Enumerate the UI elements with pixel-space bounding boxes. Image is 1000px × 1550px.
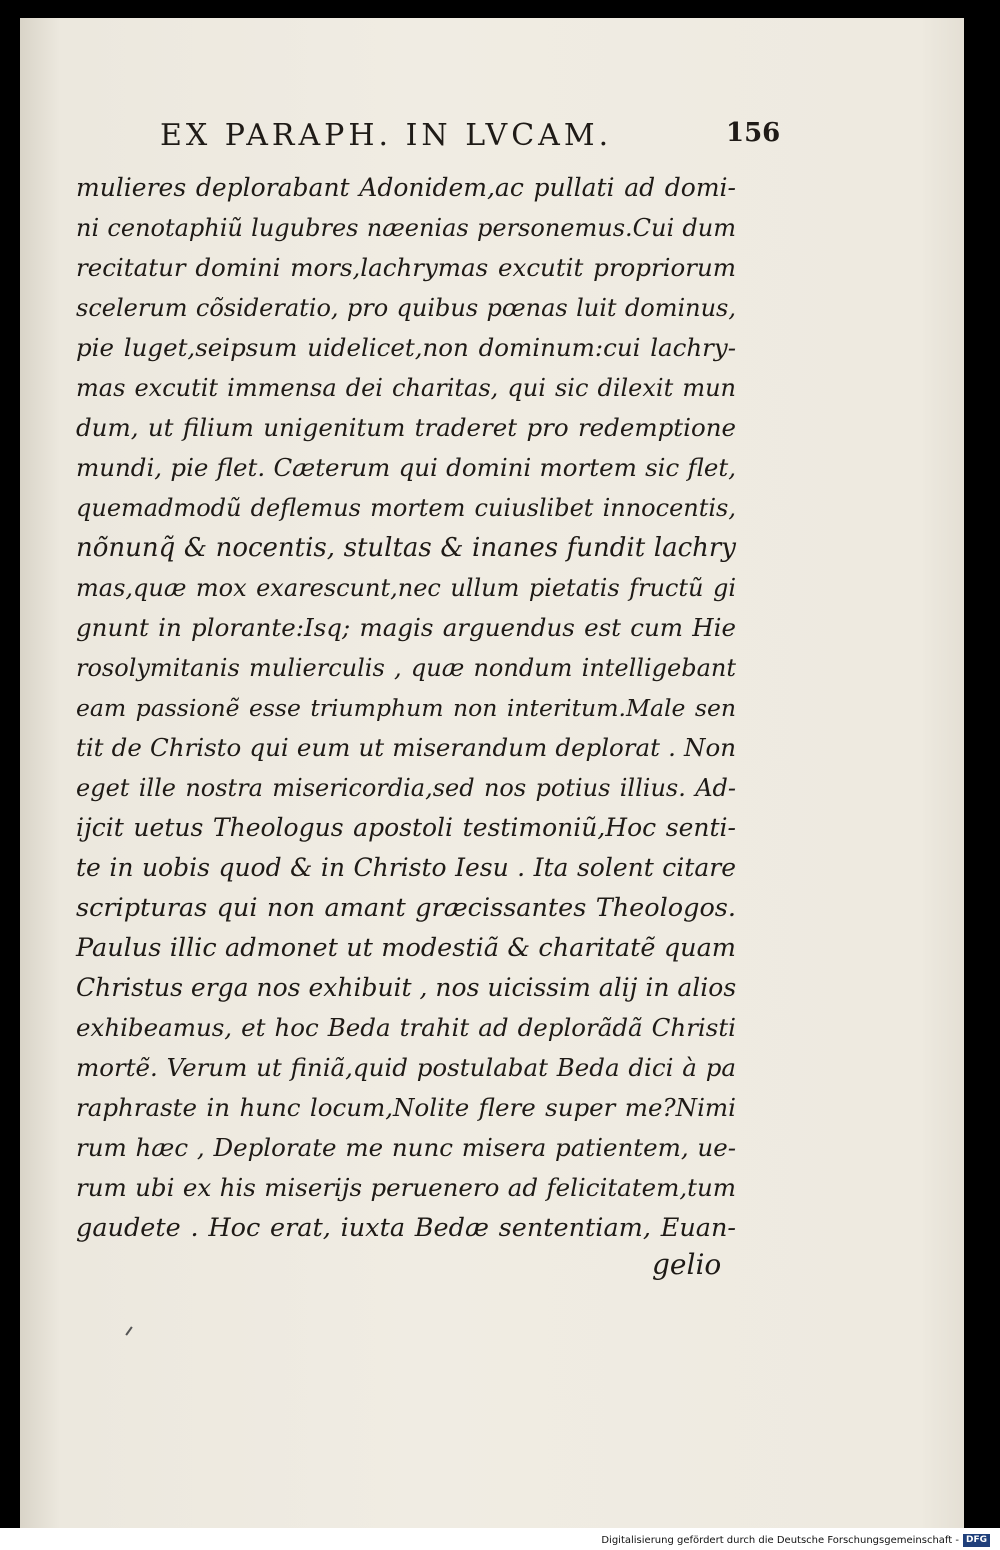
- text-line: mas,quæ mox exarescunt,nec ullum pietatis fructũ gi: [76, 574, 736, 602]
- stray-mark: [125, 1326, 132, 1335]
- text-line: Christus erga nos exhibuit , nos uicissim alij in alios: [76, 973, 737, 1002]
- text-line: nõnunq̃ & nocentis, stultas & inanes fundit lachry: [76, 533, 736, 563]
- text-line: mulieres deplorabant Adonidem,ac pullati ad domi-: [76, 173, 736, 202]
- text-line: ijcit uetus Theologus apostoli testimoniũ,Hoc senti-: [76, 813, 736, 842]
- text-line: raphraste in hunc locum,Nolite flere super me?Nimi: [76, 1093, 736, 1122]
- text-line: ni cenotaphiũ lugubres næenias personemus.Cui dum: [76, 214, 736, 242]
- text-line: dum, ut filium unigenitum traderet pro redemptione: [76, 413, 736, 442]
- credit-text: Digitalisierung gefördert durch die Deutsche Forschungsgemeinschaft -: [601, 1534, 959, 1546]
- text-line: tit de Christo qui eum ut miserandum deplorat . Non: [76, 733, 736, 762]
- book-page: [20, 18, 964, 1528]
- text-line: quemadmodũ deflemus mortem cuiuslibet innocentis,: [76, 494, 736, 522]
- digitization-credit: [601, 1533, 990, 1547]
- text-line: mortẽ. Verum ut finiã,quid postulabat Beda dici à pa: [76, 1053, 736, 1082]
- running-title: EX PARAPH. IN LVCAM.: [160, 118, 613, 153]
- text-line: exhibeamus, et hoc Beda trahit ad deplorãdã Christi: [76, 1013, 736, 1042]
- text-line: Paulus illic admonet ut modestiã & charitatẽ quam: [76, 933, 736, 963]
- text-line: eget ille nostra misericordia,sed nos potius illius. Ad-: [76, 774, 736, 802]
- text-line: mas excutit immensa dei charitas, qui sic dilexit mun: [76, 374, 736, 402]
- page-number: 156: [726, 118, 781, 148]
- text-line: recitatur domini mors,lachrymas excutit propriorum: [76, 253, 736, 282]
- text-line: gaudete . Hoc erat, iuxta Bedæ sententiam, Euan-: [76, 1213, 736, 1243]
- dfg-logo: DFG: [963, 1534, 990, 1547]
- text-line: rosolymitanis mulierculis , quæ nondum intelligebant: [76, 654, 736, 682]
- catchword: gelio: [652, 1248, 722, 1281]
- text-block: [76, 168, 736, 1248]
- text-line: te in uobis quod & in Christo Iesu . Ita solent citare: [76, 853, 736, 882]
- text-line: rum hæc , Deplorate me nunc misera patientem, ue-: [76, 1133, 736, 1162]
- text-line: gnunt in plorante:Isq; magis arguendus est cum Hie: [76, 613, 736, 642]
- text-line: scripturas qui non amant græcissantes Theologos.: [76, 893, 736, 923]
- text-line: rum ubi ex his miserijs peruenero ad felicitatem,tum: [76, 1173, 736, 1202]
- text-line: mundi, pie flet. Cæterum qui domini mortem sic flet,: [76, 453, 736, 482]
- text-line: scelerum cõsideratio, pro quibus pœnas luit dominus,: [76, 294, 736, 322]
- text-line: pie luget,seipsum uidelicet,non dominum:cui lachry-: [76, 333, 736, 362]
- text-line: eam passionẽ esse triumphum non interitum.Male sen: [76, 694, 736, 722]
